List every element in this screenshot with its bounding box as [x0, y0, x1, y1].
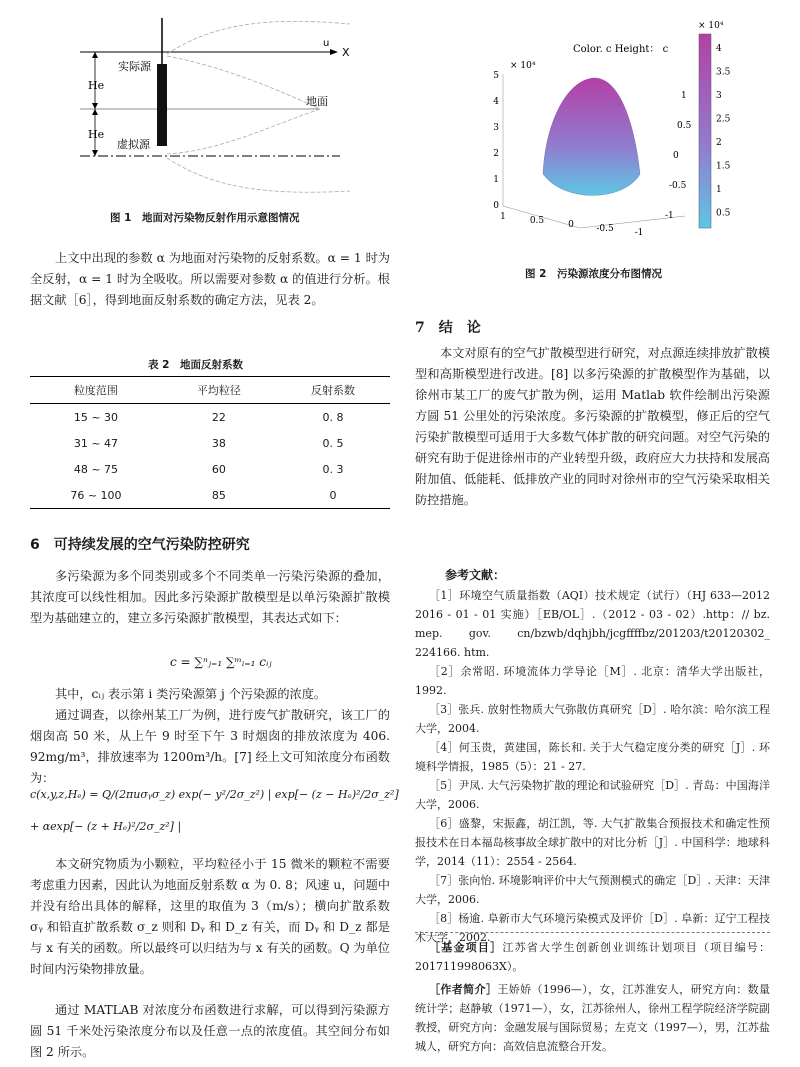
references-list [415, 586, 770, 947]
x-tick-label: 0 [568, 220, 574, 230]
reference-item: ［2］余常昭. 环境流体力学导论［M］. 北京：清华大学出版社，1992. [415, 665, 770, 697]
reference-item: ［3］张兵. 放射性物质大气弥散仿真研究［D］. 哈尔滨：哈尔滨工程大学，2004. [415, 703, 770, 735]
table-cell: 76 ~ 100 [30, 482, 162, 509]
reference-item: ［5］尹凤. 大气污染物扩散的理论和试验研究［D］. 青岛：中国海洋大学，2006. [415, 779, 770, 811]
z-tick-label: 3 [493, 123, 499, 133]
figure-1-diagram [30, 6, 390, 206]
colorbar-tick-label: 2 [716, 138, 722, 148]
figure-1-caption: 图 1 地面对污染物反射作用示意图情况 [110, 212, 300, 224]
table-row [30, 430, 390, 456]
table-header: 粒度范围 [30, 377, 162, 404]
divider [415, 932, 770, 933]
table-cell: 60 [211, 462, 226, 476]
author-text: 王娇娇（1996—），女，江苏淮安人，研究方向：数量统计学；赵静敏（1971—），女，江苏徐州人，徐州工程学院经济学院副教授，研究方向：金融发展与国际贸易；左克文（1997—），男，江苏盐城人，研究方向：高效信息流整合开发。 [415, 983, 771, 1053]
z-scale-label: × 10⁴ [510, 61, 536, 71]
y-tick-label: 1 [681, 91, 687, 101]
references-title: 参考文献： [445, 568, 506, 582]
x-tick-label: -1 [634, 228, 644, 238]
y-axis-ticks [665, 91, 692, 221]
z-tick-label: 0 [493, 201, 499, 211]
chart-title: Color. c Height： c [573, 44, 669, 55]
y-tick-label: -1 [665, 211, 674, 221]
author-label: ［作者简介］ [429, 983, 498, 996]
x-tick-label: 1 [500, 212, 506, 222]
y-tick-label: 0.5 [677, 121, 692, 131]
table-header: 平均粒径 [162, 377, 276, 404]
table-cell: 85 [162, 482, 276, 509]
table-cell: 31 ~ 47 [73, 436, 119, 450]
section-6-paragraph-4: 本文研究物质为小颗粒，平均粒径小于 15 微米的颗粒不需要考虑重力因素，因此认为地面反射系数 α 为 0. 8；风速 u，问题中并没有给出具体的解释，这里的取值为 3（m/s）；横向扩散系数 σᵧ 和铅直扩散系数 σ_z 则和 Dᵧ 和 D_z 有关，而 Dᵧ 和 D_z 都是与 x 有关的函数。所以最终可以归结为与 x 有关的函数。Q 为单位时间内污染物排放量。 [30, 857, 390, 976]
section-6-paragraph-1: 多污染源为多个同类别或多个不同类单一污染污染源的叠加，其浓度可以线性相加。因此多污染源扩散模型是以单污染源扩散模型为基础建立的，建立多污染源扩散模型，其表达式如下： [30, 569, 390, 625]
table-cell: 15 ~ 30 [73, 410, 119, 424]
table-2-title: 表 2 地面反射系数 [148, 359, 243, 371]
colorbar-tick-label: 3 [716, 91, 722, 101]
reflection-table [30, 376, 390, 509]
table-row [30, 456, 390, 482]
section-7-title: 7 结 论 [415, 320, 481, 336]
equation-concentration-line1: c(x,y,z,Hₑ) = Q/(2πuσᵧσ_z) exp(− y²/2σ_z²) | exp[− (z − Hₑ)²/2σ_z²] [30, 788, 399, 801]
colorbar-tick-label: 1 [716, 185, 722, 195]
reference-item: ［6］盛黎，宋振鑫，胡江凯，等. 大气扩散集合预报技术和确定性预报技术在日本福岛核事故全球扩散中的对比分析［J］. 中国科学：地球科学，2014（11）：2554 - 2564. [415, 817, 770, 868]
label-he-top: He [88, 79, 105, 92]
table-cell: 48 ~ 75 [73, 462, 119, 476]
label-u: u [323, 38, 330, 49]
x-tick-label: 0.5 [529, 216, 545, 226]
colorbar-tick-label: 4 [716, 44, 722, 54]
section-6-title: 6 可持续发展的空气污染防控研究 [30, 537, 250, 553]
section-6-paragraph-5: 通过 MATLAB 对浓度分布函数进行求解，可以得到污染源方圆 51 千米处污染浓度分布以及任意一点的浓度值。其空间分布如图 2 所示。 [30, 1003, 390, 1059]
x-axis-ticks [500, 212, 643, 238]
concentration-surface [543, 78, 640, 195]
plume-lower [167, 56, 320, 109]
y-tick-label: 0 [673, 151, 679, 161]
author-note [415, 980, 770, 1056]
reference-item: ［8］杨逾. 阜新市大气环境污染模式及评价［D］. 阜新：辽宁工程技术大学，2002. [415, 912, 770, 944]
z-tick-label: 1 [493, 175, 499, 185]
reference-item: ［7］张向怡. 环境影响评价中大气预测模式的确定［D］. 天津：天津大学，2006. [415, 874, 770, 906]
table-cell: 0. 3 [322, 462, 344, 476]
figure-2-chart [485, 6, 765, 241]
label-virtual-source: 虚拟源 [117, 138, 150, 151]
virtual-plume-lower [167, 158, 350, 192]
z-tick-label: 5 [493, 71, 499, 81]
z-tick-label: 4 [493, 97, 499, 107]
equation-sum: c = ∑ⁿⱼ₌₁ ∑ᵐᵢ₌₁ cᵢⱼ [170, 655, 272, 669]
figure-2-caption: 图 2 污染源浓度分布图情况 [525, 268, 662, 280]
label-he-bottom: He [88, 128, 105, 141]
table-row [30, 482, 390, 509]
reference-item: ［4］何玉贵，黄建国，陈长和. 关于大气稳定度分类的研究［J］. 环境科学情报，1985（5）：21 - 27. [415, 741, 770, 773]
virtual-plume-upper [167, 109, 320, 154]
colorbar-tick-label: 3.5 [716, 67, 731, 78]
fund-label: ［基金项目］ [429, 941, 503, 954]
source-bar [157, 64, 167, 146]
section-7-paragraph: 本文对原有的空气扩散模型进行研究，对点源连续排放扩散模型和高斯模型进行改进。[8] 以多污染源的扩散模型作为基础，以徐州市某工厂的废气扩散为例，运用 Matlab 软件绘制出污染源方圆 51 公里处的污染浓度。多污染源的扩散模型，修正后的空气污染扩散模型可适用于大多数气体扩散的研究问题。对空气污染的研究有助于促进徐州市的产业转型升级，政府应大力扶持和发展高附加值、低能耗、低排放产业的同时对徐州市的空气污染采取相关防控措施。 [415, 346, 770, 507]
label-ground: 地面 [306, 95, 328, 108]
table-header: 反射系数 [276, 377, 390, 404]
table-cell: 0. 5 [322, 436, 344, 450]
table-row [30, 404, 390, 431]
z-tick-label: 2 [493, 149, 499, 159]
equation-concentration-line2: + αexp[− (z + Hₑ)²/2σ_z²] | [30, 820, 182, 833]
label-real-source: 实际源 [118, 60, 151, 73]
colorbar-scale-label: × 10⁴ [698, 21, 724, 31]
table-cell: 38 [211, 436, 226, 450]
table-cell: 0 [276, 482, 390, 509]
z-axis-ticks [493, 71, 499, 211]
table-cell: 22 [211, 410, 226, 424]
u-axis-arrow [330, 49, 338, 55]
colorbar [699, 34, 711, 228]
colorbar-tick-label: 1.5 [716, 161, 731, 172]
fund-text: 江苏省大学生创新创业训练计划项目（项目编号：201711998063X）。 [415, 941, 771, 973]
reference-item: ［1］环境空气质量指数（AQI）技术规定（试行）（HJ 633—2012 2016 - 01 - 01 实施）［EB/OL］.（2012 - 03 - 02）.http：// bz. mep. gov. cn/bzwb/dqhjbh/jcgffffbz/201203/t20120302_ 224166. htm. [415, 589, 770, 659]
paragraph-alpha: 上文中出现的参数 α 为地面对污染物的反射系数。α = 1 时为全反射，α = 1 时为全吸收。所以需要对参数 α 的值进行分析。根据文献［6］，得到地面反射系数的确定方法，见表 2。 [30, 251, 390, 307]
fund-note [415, 938, 770, 976]
y-tick-label: -0.5 [669, 181, 687, 191]
x-tick-label: -0.5 [596, 224, 614, 234]
label-x: X [342, 46, 350, 59]
colorbar-ticks [716, 44, 731, 219]
colorbar-tick-label: 2.5 [716, 114, 731, 125]
colorbar-tick-label: 0.5 [716, 208, 731, 219]
section-6-paragraph-2: 其中，cᵢⱼ 表示第 i 类污染源第 j 个污染源的浓度。 [55, 687, 327, 701]
section-6-paragraph-3: 通过调查，以徐州某工厂为例，进行废气扩散研究，该工厂的烟囱高 50 米，从上午 9 时至下午 3 时烟囱的排放浓度为 406. 92mg/m³，排放速率为 1200m³/h。[7] 经上文可知浓度分布函数为： [30, 708, 390, 785]
table-cell: 0. 8 [322, 410, 344, 424]
